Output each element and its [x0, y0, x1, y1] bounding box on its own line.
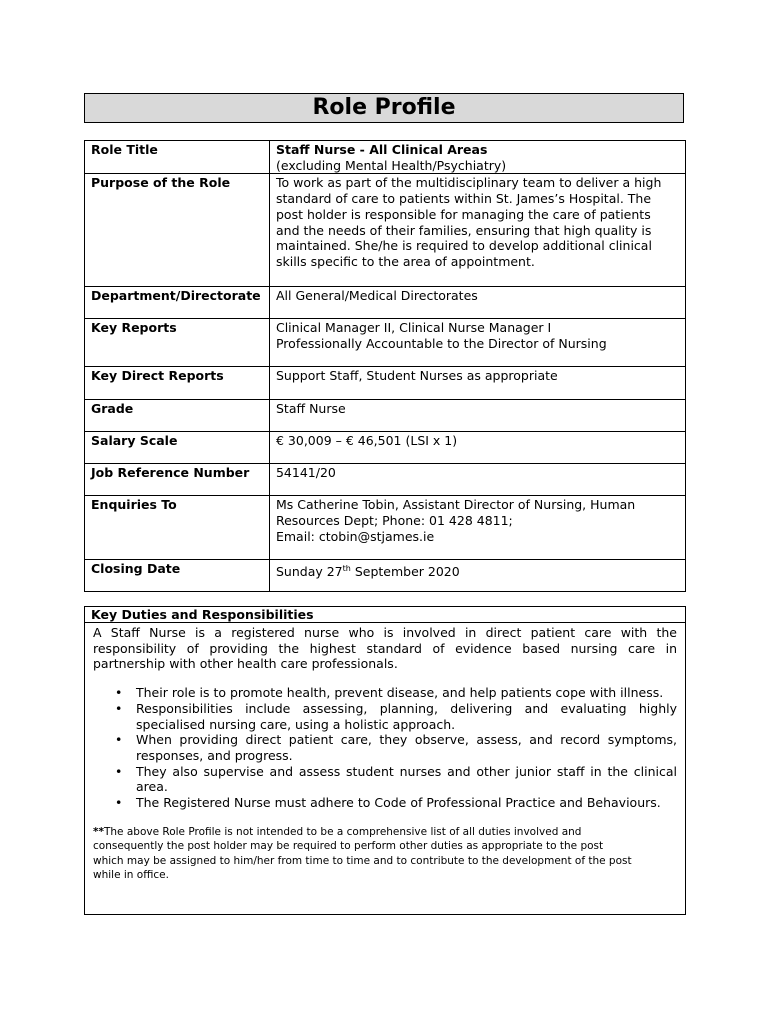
purpose-line: and the needs of their families, ensuring that high quality is — [275, 222, 652, 238]
salary-label: Salary Scale — [85, 432, 270, 464]
role-title-value — [269, 141, 685, 174]
key-duties-body — [85, 623, 685, 883]
list-item-text: They also supervise and assess student nurses and other junior staff in the clinical area. — [136, 763, 677, 795]
table-row — [85, 464, 686, 496]
bullet-icon: • — [115, 700, 123, 716]
closing-date-value — [269, 560, 685, 592]
list-item — [115, 763, 677, 795]
purpose-line: To work as part of the multidisciplinary team to deliver a high — [275, 175, 662, 191]
closing-date-label: Closing Date — [85, 560, 270, 592]
closing-date-suffix: th — [342, 564, 351, 574]
enquiries-line: Resources Dept; Phone: 01 428 4811; — [275, 513, 513, 529]
footnote-text: The above Role Profile is not intended to be a comprehensive list of all duties involved and — [103, 825, 582, 838]
role-title-label: Role Title — [85, 141, 270, 174]
table-row — [85, 496, 686, 560]
key-duties-list — [93, 685, 677, 811]
key-direct-reports-label: Key Direct Reports — [85, 367, 270, 400]
closing-date-rest: September 2020 — [350, 564, 460, 580]
enquiries-value — [269, 496, 685, 560]
list-item-text: The Registered Nurse must adhere to Code of Professional Practice and Behaviours. — [136, 795, 661, 811]
key-duties-heading: Key Duties and Responsibilities — [85, 607, 685, 623]
key-duties-section — [84, 606, 686, 915]
enquiries-email-line: Email: ctobin@stjames.ie — [275, 528, 435, 544]
list-item — [115, 685, 677, 701]
grade-value: Staff Nurse — [269, 400, 685, 432]
footnote-line: which may be assigned to him/her from time to time and to contribute to the development of the post — [93, 854, 632, 867]
bullet-icon: • — [115, 732, 123, 748]
department-label: Department/Directorate — [85, 287, 270, 319]
key-direct-reports-value: Support Staff, Student Nurses as appropriate — [269, 367, 685, 400]
purpose-label: Purpose of the Role — [85, 174, 270, 287]
list-item-text: Responsibilities include assessing, planning, delivering and evaluating highly specialised nursing care, using a holistic approach. — [136, 700, 677, 732]
list-item-text: When providing direct patient care, they observe, assess, and record symptoms, responses, and progress. — [136, 732, 677, 763]
table-row — [85, 174, 686, 287]
job-ref-value: 54141/20 — [269, 464, 685, 496]
list-item-text: Their role is to promote health, prevent disease, and help patients cope with illness. — [136, 685, 664, 701]
enquiries-label: Enquiries To — [85, 496, 270, 560]
list-item — [115, 732, 677, 763]
purpose-value — [269, 174, 685, 287]
footnote-line: consequently the post holder may be required to perform other duties as appropriate to the post — [93, 840, 604, 853]
purpose-line: standard of care to patients within St. James’s Hospital. The — [275, 191, 652, 207]
role-title-note: (excluding Mental Health/Psychiatry) — [275, 157, 507, 173]
key-reports-value — [269, 319, 685, 367]
bullet-icon: • — [115, 763, 123, 779]
footnote-line — [93, 825, 677, 840]
bullet-icon: • — [115, 795, 123, 811]
page-title: Role Profile — [84, 93, 684, 123]
purpose-line: maintained. She/he is required to develop additional clinical — [275, 238, 652, 254]
purpose-line: post holder is responsible for managing the care of patients — [275, 206, 651, 222]
bullet-icon: • — [115, 685, 123, 701]
enquiries-line: Ms Catherine Tobin, Assistant Director of Nursing, Human — [275, 497, 636, 513]
table-row — [85, 319, 686, 367]
key-duties-intro: A Staff Nurse is a registered nurse who is involved in direct patient care with the responsibility of providing the highest standard of evidence based nursing care in partnership with other health care professionals. — [93, 625, 677, 672]
table-row — [85, 560, 686, 592]
table-row — [85, 287, 686, 319]
salary-value: € 30,009 – € 46,501 (LSI x 1) — [269, 432, 685, 464]
key-reports-line: Clinical Manager II, Clinical Nurse Manager I — [275, 320, 552, 336]
footnote-line: while in office. — [93, 869, 169, 882]
table-row — [85, 432, 686, 464]
table-row — [85, 367, 686, 400]
department-value: All General/Medical Directorates — [269, 287, 685, 319]
list-item — [115, 700, 677, 732]
job-ref-label: Job Reference Number — [85, 464, 270, 496]
footnote — [93, 825, 677, 883]
purpose-line: skills specific to the area of appointment. — [275, 253, 535, 269]
role-title-main: Staff Nurse - All Clinical Areas — [275, 142, 488, 157]
key-reports-label: Key Reports — [85, 319, 270, 367]
key-reports-line: Professionally Accountable to the Director of Nursing — [275, 336, 607, 352]
footnote-mark: ** — [93, 825, 104, 838]
role-profile-table — [84, 140, 686, 592]
list-item — [115, 795, 677, 811]
grade-label: Grade — [85, 400, 270, 432]
table-row — [85, 141, 686, 174]
table-row — [85, 400, 686, 432]
closing-date-day: Sunday 27 — [275, 564, 343, 580]
